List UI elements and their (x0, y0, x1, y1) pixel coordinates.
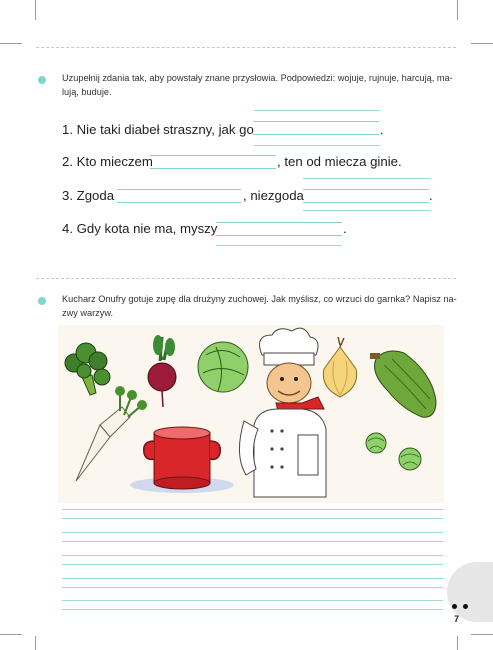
writing-line[interactable] (62, 518, 443, 519)
broccoli-icon (65, 343, 110, 395)
writing-line[interactable] (62, 609, 443, 610)
answer-line (303, 210, 431, 211)
task-bullet (38, 76, 46, 84)
pot-icon (130, 427, 234, 493)
answer-gap-4[interactable] (216, 222, 342, 236)
answer-gap-3a[interactable] (117, 189, 241, 203)
sentence-3-mid: , niezgoda (243, 188, 304, 203)
task1-instruction: Uzupełnij zdania tak, aby powstały znane przysłowia. Podpowiedzi: wojuje, rujnuje, harcują, ma- lują, buduje. (62, 73, 453, 97)
section-divider (36, 47, 456, 51)
sentence-1-end: . (380, 122, 384, 137)
crop-mark (35, 636, 36, 650)
sentence-1-start: 1. Nie taki diabeł straszny, jak go (62, 122, 254, 137)
onion-icon (323, 337, 356, 397)
sentence-2-start: 2. Kto mieczem (62, 154, 153, 169)
parsley-root-icon (76, 386, 147, 481)
illustration-panel (58, 325, 444, 503)
answer-line (303, 178, 431, 179)
illustration (58, 325, 444, 503)
page-number: 7 (453, 614, 459, 624)
writing-line[interactable] (62, 578, 443, 579)
answer-line (216, 245, 342, 246)
eye-icon (452, 604, 457, 609)
sentence-2-end: , ten od miecza ginie. (277, 154, 402, 169)
sentence-3-end: . (429, 188, 433, 203)
answer-line (254, 110, 380, 111)
sentence-2 (62, 154, 153, 169)
writing-line[interactable] (62, 600, 443, 601)
task-bullet (38, 297, 46, 305)
zucchini-icon (370, 351, 436, 417)
crop-mark (457, 636, 458, 650)
sentence-4-start: 4. Gdy kota nie ma, myszy (62, 221, 218, 236)
sentence-4-end: . (343, 221, 347, 236)
task2-instruction: Kucharz Onufry gotuje zupę dla drużyny zuchowej. Jak myślisz, co wrzuci do garnka? Napisz na- zwy warzyw. (62, 294, 457, 318)
brussels-sprout-icon (399, 448, 421, 470)
crop-mark (471, 43, 493, 44)
cabbage-icon (198, 342, 248, 392)
crop-mark (0, 634, 22, 635)
crop-mark (457, 0, 458, 20)
writing-line[interactable] (62, 509, 443, 510)
crop-mark (471, 634, 493, 635)
answer-line (254, 145, 380, 146)
beetroot-icon (148, 335, 176, 407)
crop-mark (0, 43, 22, 44)
sentence-3 (62, 188, 114, 203)
brussels-sprout-icon (366, 433, 386, 453)
writing-line[interactable] (62, 541, 443, 542)
page-corner-decoration (447, 562, 493, 622)
eye-icon (463, 604, 468, 609)
sentence-3-start: 3. Zgoda (62, 188, 115, 203)
answer-gap-1[interactable] (253, 121, 379, 135)
sentence-4 (62, 221, 217, 236)
sentence-1 (62, 122, 254, 137)
writing-line[interactable] (62, 564, 443, 565)
crop-mark (35, 0, 36, 20)
answer-gap-3b[interactable] (303, 189, 429, 203)
writing-line[interactable] (62, 587, 443, 588)
chef-illustration (239, 328, 326, 497)
writing-line[interactable] (62, 532, 443, 533)
writing-line[interactable] (62, 555, 443, 556)
answer-gap-2[interactable] (150, 155, 276, 169)
section-divider (36, 278, 456, 282)
